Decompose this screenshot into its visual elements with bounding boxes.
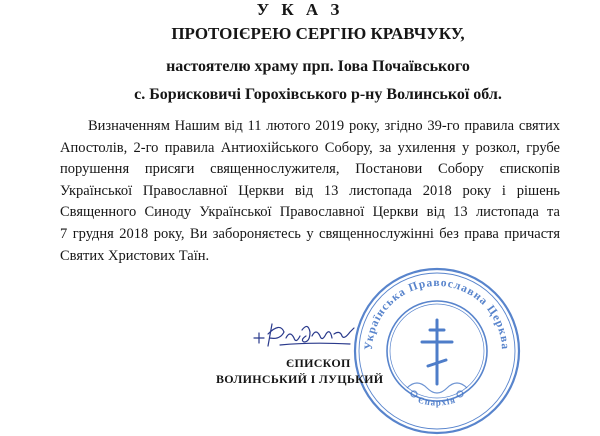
body-line-4: Української Православної Церкви від 13 листопада 2018 року і рішень <box>60 182 560 199</box>
orthodox-cross-icon <box>422 320 452 384</box>
body-line-7: Святих Христових Таїн. <box>60 247 210 264</box>
seal-inscription-bottom: Єпархія <box>416 394 458 408</box>
decree-body <box>60 116 560 267</box>
bishop-signature <box>250 318 362 352</box>
body-line-2: Апостолів, 2-го правила Антиохійського Собору, за ухилення у розкол, грубе <box>60 139 560 156</box>
body-line-1: Визначенням Нашим від 11 лютого 2019 року, згідно 39-го правила святих <box>88 118 560 134</box>
addressee-name: ПРОТОІЄРЕЮ СЕРГІЮ КРАВЧУКУ, <box>171 24 465 43</box>
addressee-location: с. Борисковичі Горохівського р-ну Волинської обл. <box>134 86 502 103</box>
signatory-diocese: ВОЛИНСЬКИЙ І ЛУЦЬКИЙ <box>216 372 384 386</box>
body-line-6: 7 грудня 2018 року, Ви забороняєтесь у священнослужінні без права причастя <box>60 225 560 242</box>
body-line-3: порушення присяги священнослужителя, Постанови Собору єпископів <box>60 161 560 178</box>
addressee-position: настоятелю храму прп. Іова Почаївського <box>166 58 470 75</box>
church-seal-stamp <box>352 266 522 436</box>
document-title: У К А З <box>256 0 344 19</box>
body-line-5: Священного Синоду Української Православної Церкви від 13 листопада та <box>60 204 560 221</box>
seal-inscription-top: Українська Православна Церква <box>362 276 512 351</box>
signatory-title: ЄПИСКОП <box>286 356 351 370</box>
